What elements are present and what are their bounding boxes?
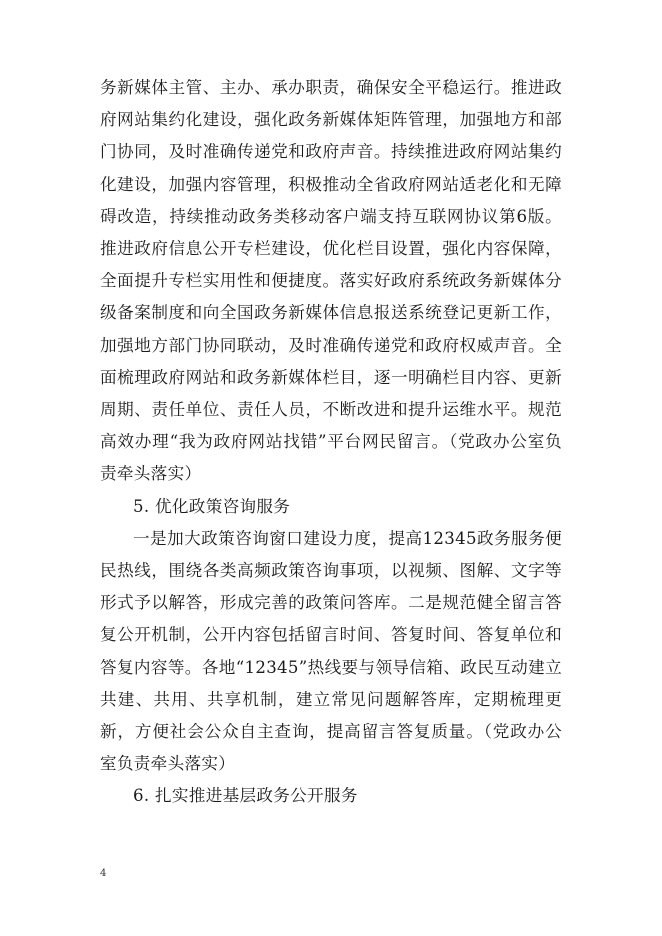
paragraph-policy-consultation: 一是加大政策咨询窗口建设力度，提高12345政务服务便民热线，围绕各类高频政策咨询事项，以视频、图解、文字等形式予以解答，形成完善的政策问答库。二是规范健全留言答复公开机制，公开内容包括留言时间、答复时间、答复单位和答复内容等。各地“12345”热线要与领导信箱、政民互动建立共建、共用、共享机制，建立常见问题解答库，定期梳理更新，方便社会公众自主查询，提高留言答复质量。（党政办公室负责牵头落实）: [100, 528, 562, 774]
paragraph-new-media-management: 务新媒体主管、主办、承办职责，确保安全平稳运行。推进政府网站集约化建设，强化政务新媒体矩阵管理，加强地方和部门协同，及时准确传递党和政府声音。持续推进政府网站集约化建设，加强内容管理，积极推动全省政府网站适老化和无障碍改造，持续推动政务类移动客户端支持互联网协议第6版。推进政府信息公开专栏建设，优化栏目设置，强化内容保障，全面提升专栏实用性和便捷度。落实好政府系统政务新媒体分级备案制度和向全国政务新媒体信息报送系统登记更新工作，加强地方部门协同联动，及时准确传递党和政府权威声音。全面梳理政府网站和政务新媒体栏目，逐一明确栏目内容、更新周期、责任单位、责任人员，不断改进和提升运维水平。规范高效办理“我为政府网站找错”平台网民留言。（党政办公室负责牵头落实）: [100, 78, 562, 484]
section-heading-5: 5. 优化政策咨询服务: [133, 496, 291, 516]
section-heading-6: 6. 扎实推进基层政务公开服务: [133, 786, 358, 806]
document-body: [100, 72, 562, 813]
page-number: 4: [100, 868, 107, 879]
